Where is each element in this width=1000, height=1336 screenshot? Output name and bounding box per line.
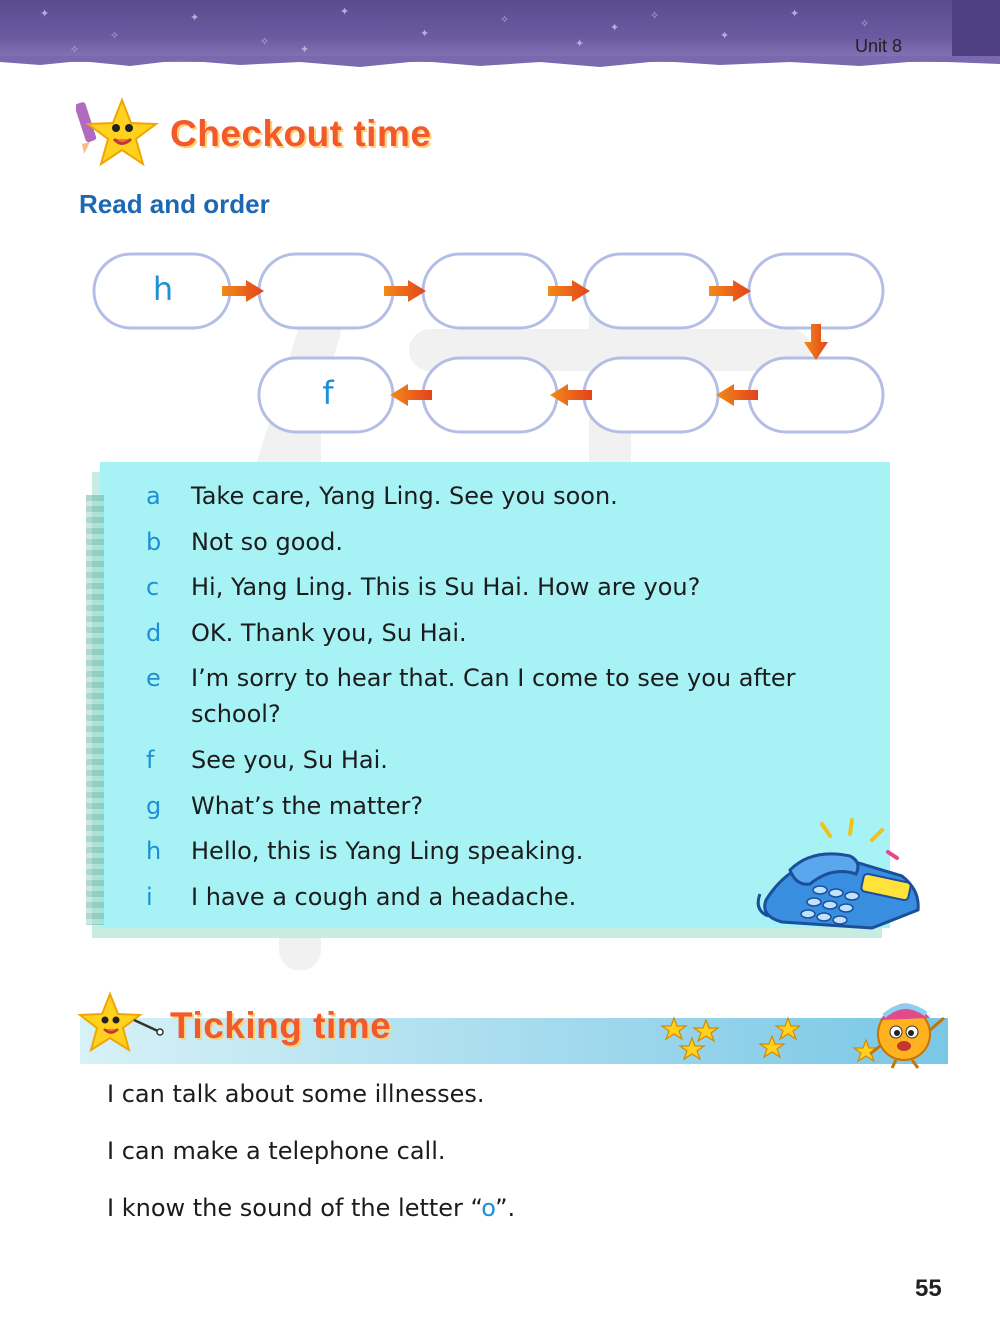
dialog-text: Take care, Yang Ling. See you soon. [191,482,618,510]
checkout-title: Checkout time [170,113,432,154]
dialog-item-a [146,478,866,514]
dialog-text: See you, Su Hai. [191,745,388,774]
ticking-item [107,1076,515,1133]
order-box-3[interactable] [423,254,557,328]
stars-decoration [660,1012,800,1068]
dialog-text: Hi, Yang Ling. This is Su Hai. How are you? [191,573,701,602]
dialog-item-f [146,742,866,778]
dialog-item-b [146,524,866,560]
dialog-text: OK. Thank you, Su Hai. [191,618,467,647]
dialog-text: What’s the matter? [191,791,424,820]
dialog-letter: b [146,527,162,556]
dialog-item-d [146,615,866,651]
order-box-2[interactable] [259,254,393,328]
dialog-text: I have a cough and a headache. [191,882,577,911]
ticking-item-text-end: ”. [495,1194,516,1222]
page-number: 55 [915,1275,942,1302]
last-box-letter: f [322,374,334,412]
dialog-letter: f [146,745,155,774]
first-box-letter: h [152,270,174,308]
dialog-letter: e [146,664,161,693]
ticking-item [107,1133,515,1190]
dialog-item-c [146,569,866,605]
order-box-4[interactable] [584,254,718,328]
order-box-5[interactable] [749,254,883,328]
top-banner: ✦ ✧ ✦ ✧ ✦ ✦ ✧ ✦ ✧ ✦ ✦ ✧ ✧ ✦ ✦ [0,0,1000,62]
ticking-item-text: I can talk about some illnesses. [107,1080,485,1108]
dialog-text: Hello, this is Yang Ling speaking. [191,837,584,866]
dialog-letter: g [146,791,162,820]
dialog-letter: d [146,618,162,647]
dialog-item-e [146,660,866,732]
highlighted-letter: o [481,1194,496,1222]
dialog-text: Not so good. [191,527,343,556]
dialog-letter: h [146,837,162,866]
order-flow [0,0,1000,460]
ticking-item-text: I can make a telephone call. [107,1137,446,1165]
order-box-6[interactable] [749,358,883,432]
order-box-8[interactable] [423,358,557,432]
ticking-title: Ticking time [170,1005,392,1046]
star-wand-icon [76,990,166,1056]
dialog-letter: i [146,882,153,911]
dialog-text: I’m sorry to hear that. Can I come to see you after school? [191,664,796,729]
ticking-list [107,1076,515,1247]
order-box-7[interactable] [584,358,718,432]
ticking-item [107,1190,515,1247]
read-and-order-heading: Read and order [79,189,270,219]
telephone-icon [752,818,932,938]
unit-label: Unit 8 [855,36,903,56]
dialog-letter: c [146,573,160,602]
mascot-character-icon [840,994,952,1070]
panel-edge-decoration [86,495,104,925]
ticking-header [76,990,391,1056]
dialog-letter: a [146,482,161,510]
ticking-item-text: I know the sound of the letter “ [107,1194,482,1222]
